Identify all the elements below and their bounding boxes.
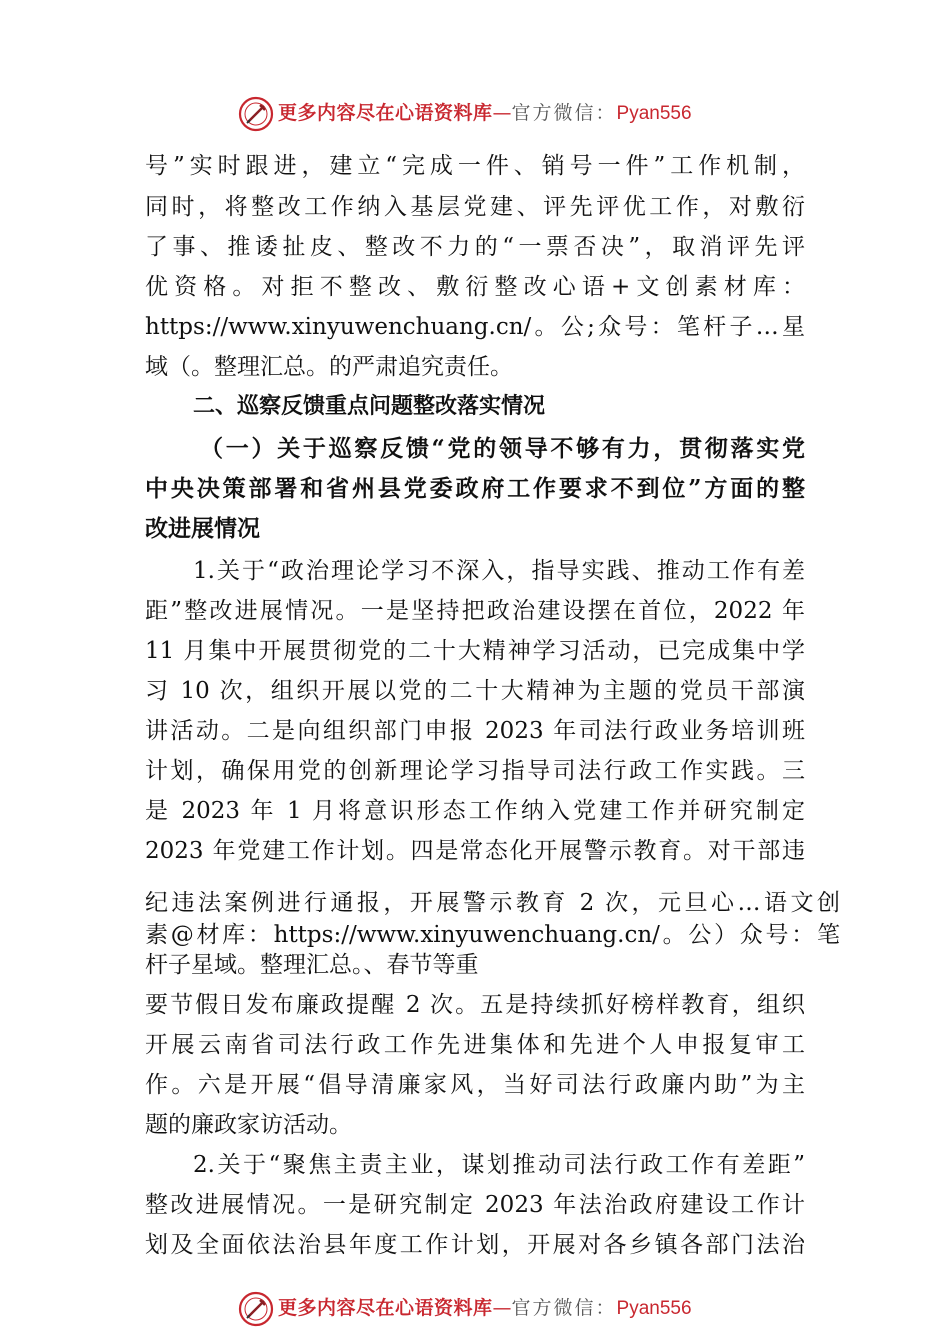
text-line: 同时，将整改工作纳入基层党建、评先评优工作，对敷衍 bbox=[145, 194, 805, 220]
text-line: 号”实时跟进，建立“完成一件、销号一件”工作机制， bbox=[145, 153, 805, 179]
subsection-heading-cont: 中央决策部署和省州县党委政府工作要求不到位”方面的整 bbox=[145, 475, 805, 502]
text-line: 域（。整理汇总。的严肃追究责任。 bbox=[145, 354, 513, 380]
text-line: 作。六是开展“倡导清廉家风，当好司法行政廉内助”为主 bbox=[145, 1072, 805, 1098]
banner-title: 更多内容尽在心语资料库 bbox=[278, 102, 493, 124]
paragraph-line: 2.关于“聚焦主责主业，谋划推动司法行政工作有差距” bbox=[193, 1152, 805, 1178]
text-line: 习 10 次，组织开展以党的二十大精神为主题的党员干部演 bbox=[145, 678, 805, 704]
footer-watermark-banner bbox=[0, 1287, 950, 1331]
banner-label: 官方微信： bbox=[511, 1297, 617, 1319]
text-line: 计划，确保用党的创新理论学习指导司法行政工作实践。三 bbox=[145, 758, 805, 784]
banner-text bbox=[278, 1295, 692, 1322]
subsection-heading: （一）关于巡察反馈“党的领导不够有力，贯彻落实党 bbox=[200, 435, 805, 462]
text-line: 整改进展情况。一是研究制定 2023 年法治政府建设工作计 bbox=[145, 1192, 805, 1218]
text-line: https://www.xinyuwenchuang.cn/。公;众号：笔杆子…星 bbox=[145, 314, 805, 340]
text-line: 是 2023 年 1 月将意识形态工作纳入党建工作并研究制定 bbox=[145, 798, 805, 824]
text-line: 优资格。对拒不整改、敷衍整改心语+文创素材库： bbox=[145, 274, 805, 300]
subsection-heading-cont: 改进展情况 bbox=[145, 515, 260, 542]
paragraph-line: 1.关于“政治理论学习不深入，指导实践、推动工作有差 bbox=[193, 558, 805, 584]
text-line: 纪违法案例进行通报，开展警示教育 2 次，元旦心…语文创 bbox=[145, 890, 840, 916]
banner-wechat-id: Pyan556 bbox=[616, 103, 692, 124]
header-watermark-banner bbox=[0, 92, 950, 136]
text-line: 划及全面依法治县年度工作计划，开展对各乡镇各部门法治 bbox=[145, 1232, 805, 1258]
text-line: 讲活动。二是向组织部门申报 2023 年司法行政业务培训班 bbox=[145, 718, 805, 744]
banner-label: 官方微信： bbox=[511, 102, 617, 124]
banner-dash: — bbox=[492, 1297, 512, 1319]
section-heading: 二、巡察反馈重点问题整改落实情况 bbox=[193, 394, 546, 419]
text-line: 要节假日发布廉政提醒 2 次。五是持续抓好榜样教育，组织 bbox=[145, 992, 805, 1018]
banner-wechat-id: Pyan556 bbox=[616, 1298, 692, 1319]
banner-title: 更多内容尽在心语资料库 bbox=[278, 1297, 493, 1319]
text-line: 题的廉政家访活动。 bbox=[145, 1112, 352, 1138]
text-line: 2023 年党建工作计划。四是常态化开展警示教育。对干部违 bbox=[145, 838, 805, 864]
text-line: 开展云南省司法行政工作先进集体和先进个人申报复审工 bbox=[145, 1032, 805, 1058]
text-line: 11 月集中开展贯彻党的二十大精神学习活动，已完成集中学 bbox=[145, 638, 805, 664]
text-line: 距”整改进展情况。一是坚持把政治建设摆在首位，2022 年 bbox=[145, 598, 805, 624]
text-line: 了事、推诿扯皮、整改不力的“一票否决”，取消评先评 bbox=[145, 234, 805, 260]
text-line: 杆子星域。整理汇总。、春节等重 bbox=[145, 952, 479, 978]
seal-logo-icon bbox=[238, 96, 274, 132]
text-line: 素@材库：https://www.xinyuwenchuang.cn/。公）众号：笔 bbox=[145, 922, 840, 948]
banner-text bbox=[278, 100, 692, 127]
seal-logo-icon bbox=[238, 1291, 274, 1327]
banner-dash: — bbox=[492, 102, 512, 124]
